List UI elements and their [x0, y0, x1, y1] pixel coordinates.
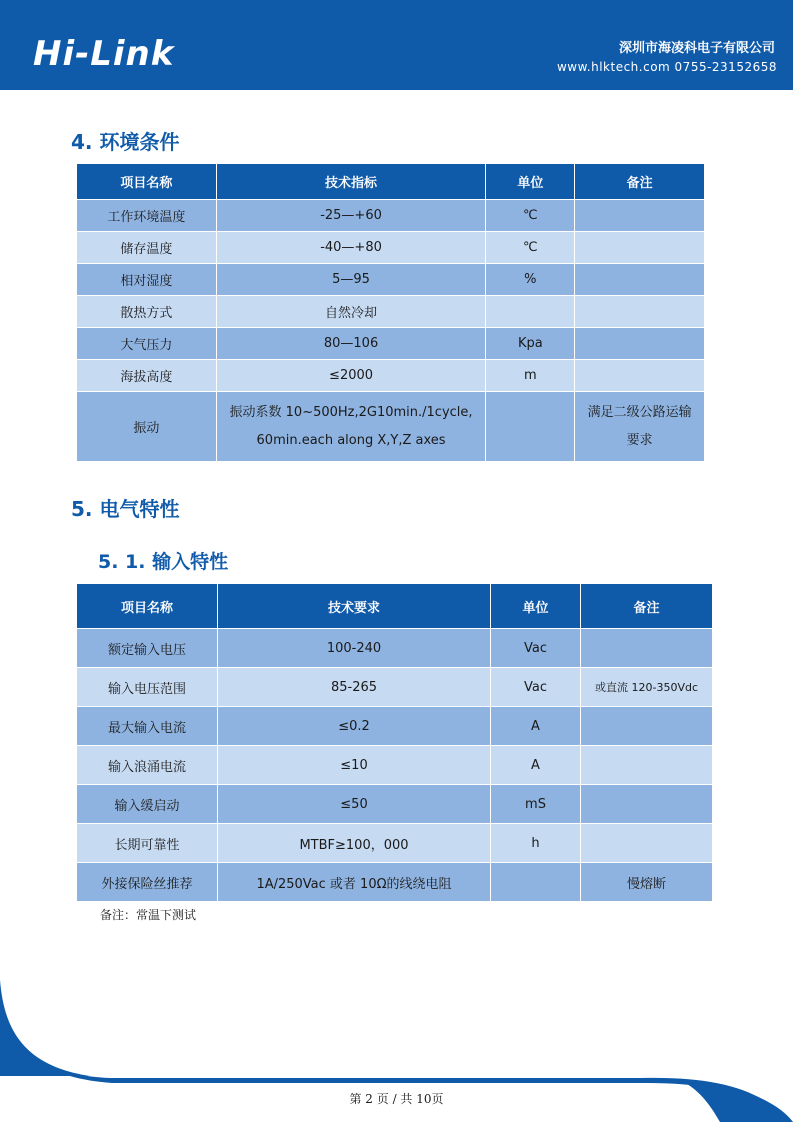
- table-cell: [486, 392, 574, 461]
- table-cell: 输入缓启动: [77, 785, 217, 823]
- table-header-row: [77, 584, 712, 628]
- table-cell: [575, 264, 704, 295]
- table-cell: [575, 200, 704, 231]
- column-header: 备注: [581, 584, 712, 628]
- table-cell: 或直流 120-350Vdc: [581, 668, 712, 706]
- company-contact: www.hlktech.com 0755-23152658: [556, 60, 777, 74]
- page-number: 第 2 页 / 共 10页: [349, 1092, 444, 1106]
- table-cell: 散热方式: [77, 296, 216, 327]
- table-cell: ≤50: [218, 785, 490, 823]
- table-row: [77, 296, 704, 327]
- table-cell: mS: [491, 785, 580, 823]
- table-cell: 自然冷却: [217, 296, 486, 327]
- table-cell: ≤2000: [217, 360, 486, 391]
- hilink-logo: Hi-Link: [33, 34, 175, 74]
- page-header: [0, 0, 793, 90]
- column-header: 单位: [486, 164, 574, 199]
- table-cell: 长期可靠性: [77, 824, 217, 862]
- table-row: [77, 785, 712, 823]
- table-cell: 外接保险丝推荐: [77, 863, 217, 901]
- table-cell: MTBF≥100，000: [218, 824, 490, 862]
- table-row: [77, 232, 704, 263]
- table-cell: 相对湿度: [77, 264, 216, 295]
- table-cell: A: [491, 746, 580, 784]
- table-cell: 1A/250Vac 或者 10Ω的线绕电阻: [218, 863, 490, 901]
- column-header: 技术要求: [218, 584, 490, 628]
- table-cell: 80—106: [217, 328, 486, 359]
- table-cell: -25—+60: [217, 200, 486, 231]
- table-cell: 最大输入电流: [77, 707, 217, 745]
- table-cell: [575, 232, 704, 263]
- table-cell: 输入电压范围: [77, 668, 217, 706]
- section-4-title: 4. 环境条件: [71, 130, 180, 154]
- environment-table: [76, 163, 705, 462]
- table-cell: [575, 296, 704, 327]
- table-cell: Vac: [491, 668, 580, 706]
- table-cell: 振动: [77, 392, 216, 461]
- table-cell: 额定输入电压: [77, 629, 217, 667]
- column-header: 项目名称: [77, 584, 217, 628]
- table-row: [77, 629, 712, 667]
- table-row: [77, 360, 704, 391]
- table-row: [77, 328, 704, 359]
- section-5-title: 5. 电气特性: [71, 497, 180, 521]
- table-row: [77, 824, 712, 862]
- table-cell: [491, 863, 580, 901]
- table-cell: 振动系数 10~500Hz,2G10min./1cycle, 60min.each along X,Y,Z axes: [217, 392, 486, 461]
- table-cell: [486, 296, 574, 327]
- table-row: [77, 746, 712, 784]
- table-cell: %: [486, 264, 574, 295]
- input-characteristics-table: [76, 583, 713, 902]
- table-cell: -40—+80: [217, 232, 486, 263]
- table-cell: A: [491, 707, 580, 745]
- column-header: 技术指标: [217, 164, 486, 199]
- table-cell: 工作环境温度: [77, 200, 216, 231]
- table-cell: [581, 785, 712, 823]
- table-row: [77, 200, 704, 231]
- table-header-row: [77, 164, 704, 199]
- table-cell: 满足二级公路运输要求: [575, 392, 704, 461]
- table-cell: 85-265: [218, 668, 490, 706]
- table-cell: ≤10: [218, 746, 490, 784]
- table-cell: 5—95: [217, 264, 486, 295]
- column-header: 备注: [575, 164, 704, 199]
- table-cell: 输入浪涌电流: [77, 746, 217, 784]
- table-cell: [575, 328, 704, 359]
- table-row: [77, 392, 704, 461]
- table-cell: 100-240: [218, 629, 490, 667]
- table-cell: [575, 360, 704, 391]
- test-note: 备注：常温下测试: [100, 908, 197, 922]
- section-5-1-title: 5. 1. 输入特性: [98, 551, 229, 573]
- table-cell: ℃: [486, 200, 574, 231]
- company-name: 深圳市海凌科电子有限公司: [618, 41, 775, 56]
- table-row: [77, 668, 712, 706]
- table-cell: Kpa: [486, 328, 574, 359]
- table-row: [77, 863, 712, 901]
- table-cell: ℃: [486, 232, 574, 263]
- table-cell: [581, 707, 712, 745]
- table-row: [77, 264, 704, 295]
- table-cell: ≤0.2: [218, 707, 490, 745]
- table-cell: [581, 824, 712, 862]
- table-cell: 海拔高度: [77, 360, 216, 391]
- table-cell: h: [491, 824, 580, 862]
- table-cell: [581, 746, 712, 784]
- table-cell: 大气压力: [77, 328, 216, 359]
- table-cell: 慢熔断: [581, 863, 712, 901]
- table-cell: 储存温度: [77, 232, 216, 263]
- table-cell: [581, 629, 712, 667]
- table-row: [77, 707, 712, 745]
- table-cell: Vac: [491, 629, 580, 667]
- table-cell: m: [486, 360, 574, 391]
- column-header: 单位: [491, 584, 580, 628]
- column-header: 项目名称: [77, 164, 216, 199]
